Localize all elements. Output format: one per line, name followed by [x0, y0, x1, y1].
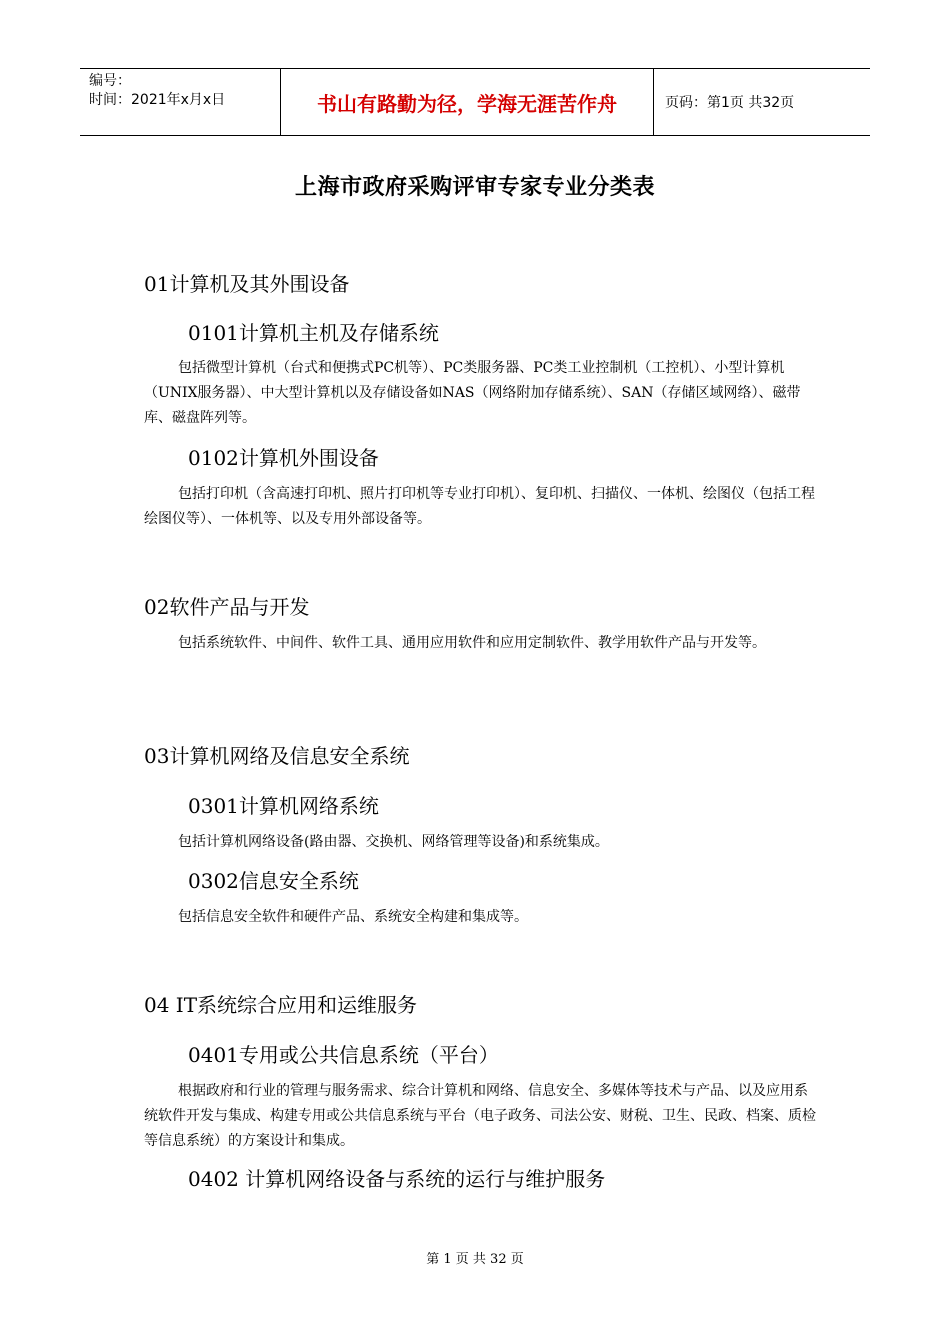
subsection-heading-0402: 0402 计算机网络设备与系统的运行与维护服务: [188, 1167, 606, 1191]
subsection-heading-0101: 0101计算机主机及存储系统: [188, 321, 439, 345]
document-title: 上海市政府采购评审专家专业分类表: [294, 175, 655, 200]
section-heading-01: 01计算机及其外围设备: [144, 272, 350, 296]
subsection-heading-0302: 0302信息安全系统: [188, 869, 359, 893]
section-heading-02: 02软件产品与开发: [144, 595, 310, 619]
paragraph-0302: 包括信息安全软件和硬件产品、系统安全构建和集成等。: [178, 909, 528, 925]
paragraph-0401: 根据政府和行业的管理与服务需求、综合计算机和网络、信息安全、多媒体等技术与产品、以及应用系统软件开发与集成、构建专用或公共信息系统与平台（电子政务、司法公安、财税、卫生、民政、档案、质检等信息系统）的方案设计和集成。: [144, 1083, 816, 1149]
paragraph-02: 包括系统软件、中间件、软件工具、通用应用软件和应用定制软件、教学用软件产品与开发等。: [178, 635, 766, 651]
header-motto: 书山有路勤为径，学海无涯苦作舟: [281, 69, 654, 135]
paragraph-0101: 包括微型计算机（台式和便携式PC机等）、PC类服务器、PC类工业控制机（工控机）、小型计算机（UNIX服务器）、中大型计算机以及存储设备如NAS（网络附加存储系统）、SAN（存储区域网络）、磁带库、磁盘阵列等。: [144, 360, 801, 426]
subsection-heading-0102: 0102计算机外围设备: [188, 446, 379, 470]
section-heading-03: 03计算机网络及信息安全系统: [144, 744, 410, 768]
header-page-info: 页码：第1页 共32页: [665, 95, 795, 111]
subsection-heading-0301: 0301计算机网络系统: [188, 794, 379, 818]
subsection-heading-0401: 0401专用或公共信息系统（平台）: [188, 1043, 499, 1067]
document-header-table: [80, 68, 870, 136]
paragraph-0301: 包括计算机网络设备(路由器、交换机、网络管理等设备)和系统集成。: [178, 834, 609, 850]
page-footer: 第 1 页 共 32 页: [426, 1252, 524, 1267]
time-label: 时间：2021年x月x日: [89, 92, 226, 108]
header-meta-cell: [80, 69, 281, 135]
section-heading-04: 04 IT系统综合应用和运维服务: [144, 993, 418, 1017]
paragraph-0102: 包括打印机（含高速打印机、照片打印机等专业打印机）、复印机、扫描仪、一体机、绘图仪（包括工程绘图仪等）、一体机等、以及专用外部设备等。: [144, 486, 815, 527]
number-label: 编号：: [89, 73, 131, 89]
